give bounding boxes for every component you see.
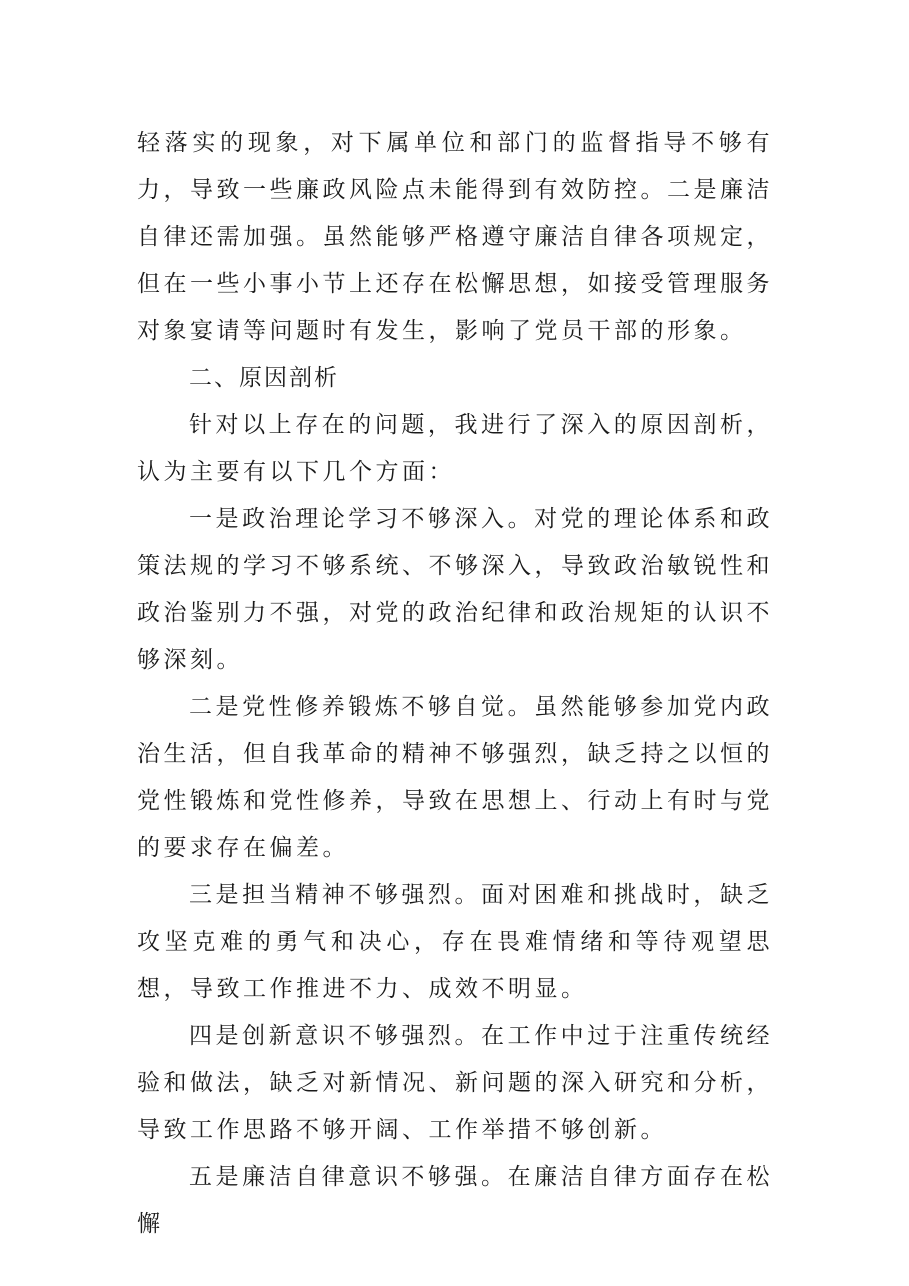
paragraph: 五是廉洁自律意识不够强。在廉洁自律方面存在松懈: [137, 1164, 773, 1237]
paragraph: 二是党性修养锻炼不够自觉。虽然能够参加党内政治生活，但自我革命的精神不够强烈，缺乏持之以恒的党性锻炼和党性修养，导致在思想上、行动上有时与党的要求存在偏差。: [137, 694, 773, 861]
paragraph: 一是政治理论学习不够深入。对党的理论体系和政策法规的学习不够系统、不够深入，导致政治敏锐性和政治鉴别力不强，对党的政治纪律和政治规矩的认识不够深刻。: [137, 506, 773, 673]
paragraph: 三是担当精神不够强烈。面对困难和挑战时，缺乏攻坚克难的勇气和决心，存在畏难情绪和等待观望思想，导致工作推进不力、成效不明显。: [137, 882, 773, 1002]
paragraph: 四是创新意识不够强烈。在工作中过于注重传统经验和做法，缺乏对新情况、新问题的深入研究和分析，导致工作思路不够开阔、工作举措不够创新。: [137, 1023, 773, 1143]
section-heading: 二、原因剖析: [189, 365, 339, 391]
paragraph-continuation: 轻落实的现象，对下属单位和部门的监督指导不够有力，导致一些廉政风险点未能得到有效防控。二是廉洁自律还需加强。虽然能够严格遵守廉洁自律各项规定，但在一些小事小节上还存在松懈思想，如接受管理服务对象宴请等问题时有发生，影响了党员干部的形象。: [137, 130, 773, 344]
document-body: [137, 120, 773, 1248]
paragraph: 针对以上存在的问题，我进行了深入的原因剖析，认为主要有以下几个方面：: [137, 412, 773, 485]
